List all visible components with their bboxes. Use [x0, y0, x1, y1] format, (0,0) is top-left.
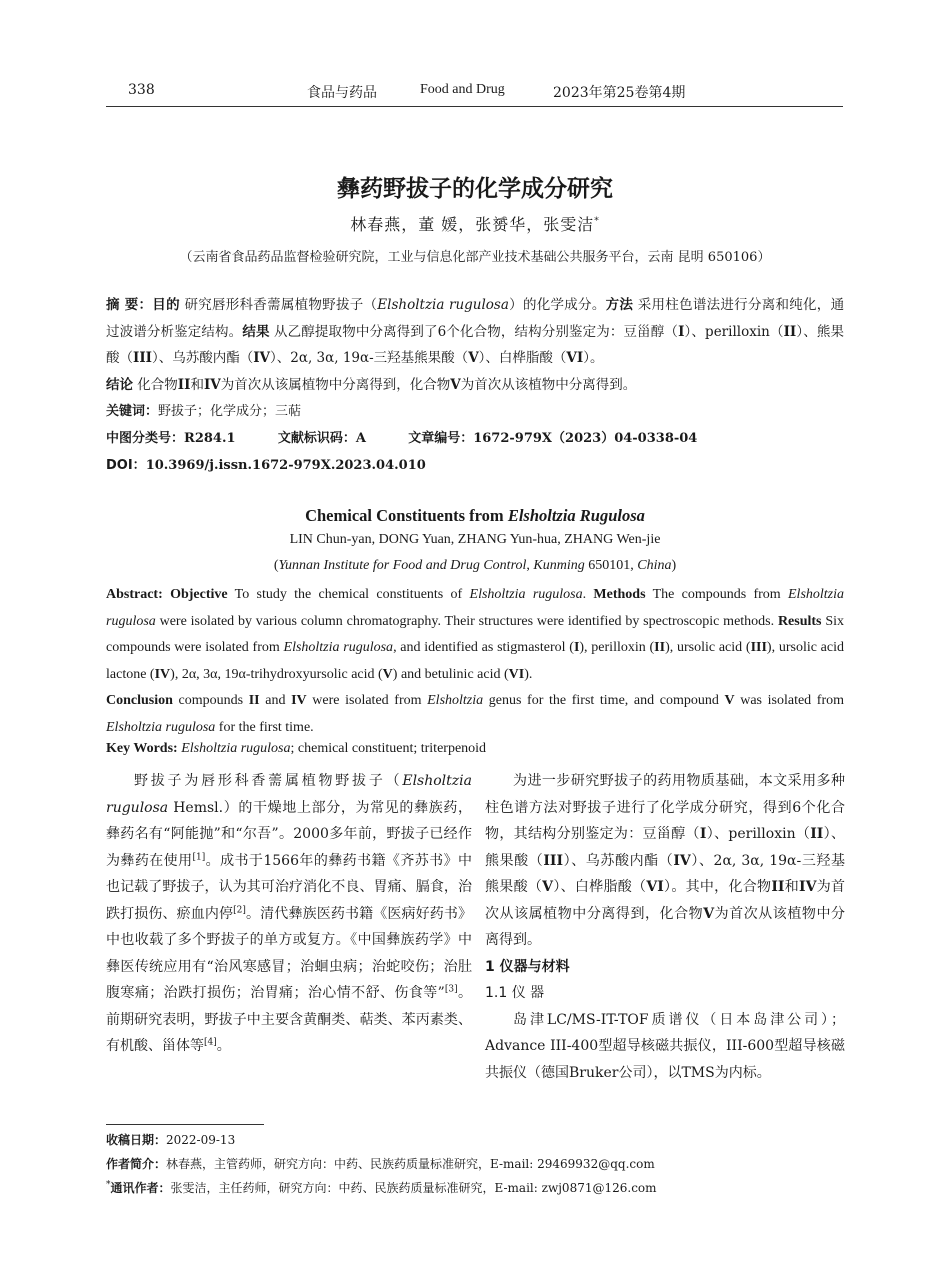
authors-cn — [0, 212, 950, 235]
conclusion-text-cn: 为首次从该植物中分离得到。 — [460, 376, 637, 393]
compound-number: VI — [566, 350, 584, 366]
article-number-label: 文章编号： — [408, 431, 474, 446]
results-label-en: Results — [777, 613, 822, 629]
doi-line — [106, 454, 426, 473]
footnote-label: 通讯作者： — [110, 1181, 171, 1195]
species-name: Elsholtzia rugulosa — [106, 773, 472, 816]
compound-number: V — [724, 693, 735, 708]
objective-label-en: Objective — [170, 587, 228, 602]
footnote-label: 收稿日期： — [106, 1133, 167, 1147]
conclusion-text-en: and — [259, 693, 292, 708]
keywords-en-label: Key Words: — [106, 741, 178, 756]
result-text-cn: 从乙醇提取物中分离得到了6个化合物，结构分别鉴定为：豆甾醇（ — [274, 323, 679, 340]
compound-number: IV — [203, 376, 221, 393]
compound-number: III — [750, 640, 767, 655]
conclusion-label-cn: 结论 — [106, 376, 133, 393]
paren: ( — [273, 558, 279, 573]
result-text-cn: ）、乌苏酸内酯（ — [151, 350, 254, 366]
institution: Yunnan Institute for Food and Drug Control — [278, 558, 527, 573]
compound-number: II — [810, 826, 824, 842]
compound-number: V — [450, 376, 461, 393]
authors-cn-names: 林春燕，董 媛，张赟华，张雯洁 — [350, 215, 595, 234]
compound-number: I — [678, 323, 685, 340]
body-text: ）、perilloxin（ — [706, 826, 811, 842]
body-text: ）、熊果酸（ — [485, 826, 845, 869]
journal-issue: 2023年第25卷第4期 — [553, 85, 686, 101]
affiliation-en — [0, 558, 950, 574]
footnote-received — [106, 1131, 235, 1148]
compound-number: VI — [646, 879, 664, 895]
compound-number: IV — [154, 666, 171, 682]
paper-title: 彝药野拔子的化学成分研究 — [337, 176, 613, 202]
doi-label: DOI： — [106, 458, 146, 473]
body-text: ）、白桦脂酸（ — [553, 879, 647, 895]
keywords-en-value: ; chemical constituent; triterpenoid — [290, 741, 487, 756]
results-text-en: ), 2α, 3α, 19α-trihydroxyursolic acid ( — [170, 666, 383, 682]
abstract-cn — [106, 292, 844, 398]
compound-number: III — [543, 852, 564, 869]
body-text: 。成书于1566年的彝药书籍《齐苏书》中也记载了野拔子，认为其可治疗消化不良、胃痛、膈食，治跌打损伤、瘀血内停 — [106, 852, 472, 922]
compound-number: II — [771, 879, 785, 895]
english-title-text: Chemical Constituents from — [305, 506, 508, 525]
compound-number: III — [133, 350, 152, 366]
conclusion-text-en: were isolated from — [306, 693, 428, 708]
species-name: Elsholtzia rugulosa — [106, 587, 845, 629]
body-text: 野拔子为唇形科香薷属植物野拔子（ — [134, 773, 403, 789]
keywords-en — [106, 741, 486, 757]
body-text: 。清代彝族医药书籍《医病好药书》中也收载了多个野拔子的单方或复方。《中国彝族药学》中彝医传统应用有“治风寒感冒；治蛔虫病；治蛇咬伤；治肚腹寒痛；治跌打损伤；治胃痛；治心情不舒、伤食等” — [106, 905, 473, 1001]
citation[interactable]: [1] — [192, 851, 206, 862]
doi-value: 10.3969/j.issn.1672-979X.2023.04.010 — [145, 458, 426, 473]
compound-number: I — [699, 826, 707, 842]
body-text: Hemsl.）的干燥地上部分，为常见的彝族药，彝药名有“阿能抛”和“尔吾”。2000多年前，野拔子已经作为彝药在使用 — [106, 799, 472, 869]
results-text-en: ). — [524, 666, 533, 682]
footnote-rule — [106, 1124, 264, 1125]
section-heading-1-1: 1.1 仪 器 — [485, 985, 545, 1001]
results-text-en: ), ursolic acid ( — [665, 640, 751, 655]
body-text: 为首次从该植物中分离得到。 — [485, 905, 845, 948]
compound-number: I — [573, 640, 580, 655]
clc-value: R284.1 — [184, 431, 236, 446]
conclusion-text-cn: 为首次从该属植物中分离得到，化合物 — [220, 376, 451, 393]
conclusion-label-en: Conclusion — [106, 693, 173, 708]
punct: . — [582, 587, 594, 602]
keywords-cn-label: 关键词： — [106, 404, 159, 419]
results-text-en: ), ursolic acid lactone ( — [106, 640, 845, 682]
conclusion-text-cn: 化合物 — [137, 376, 178, 393]
abstract-en-label: Abstract: — [106, 587, 163, 602]
page-number: 338 — [128, 82, 155, 98]
conclusion-text-en: genus for the first time, and compound — [483, 693, 725, 708]
keywords-cn — [106, 400, 301, 419]
results-text-en: ) and betulinic acid ( — [392, 666, 509, 682]
objective-text-cn: 研究唇形科香薷属植物野拔子（ — [184, 297, 378, 313]
conclusion-text-en: was isolated from — [734, 693, 845, 708]
intro-paragraph-2 — [485, 768, 845, 954]
footnote-author-bio — [106, 1155, 655, 1172]
journal-name-en: Food and Drug — [420, 82, 505, 97]
compound-number: V — [542, 879, 554, 895]
methods-text-en: The compounds from — [652, 587, 788, 602]
classification-line — [106, 427, 697, 446]
objective-label-cn: 目的 — [152, 297, 180, 313]
body-text: ）、乌苏酸内酯（ — [563, 852, 674, 869]
species-name: Elsholtzia rugulosa — [283, 640, 394, 655]
footnote-corresponding — [106, 1179, 657, 1196]
body-column-right — [485, 768, 845, 1086]
compound-number: IV — [253, 350, 270, 366]
keywords-cn-value: 野拔子；化学成分；三萜 — [158, 404, 302, 419]
body-text: 和 — [784, 879, 800, 895]
results-text-en: Six compounds were isolated from — [106, 613, 844, 655]
article-number-value: 1672-979X（2023）04-0338-04 — [473, 431, 698, 446]
english-title-species: Elsholtzia Rugulosa — [507, 506, 645, 525]
corresponding-mark: * — [594, 216, 600, 227]
author-bio: 林春燕，主管药师，研究方向：中药、民族药质量标准研究，E-mail: 29469932@qq.com — [166, 1157, 655, 1171]
body-text: 。前期研究表明，野拔子中主要含黄酮类、萜类、苯丙素类、有机酸、甾体等 — [106, 985, 473, 1054]
authors-en: LIN Chun-yan, DONG Yuan, ZHANG Yun-hua, ZHANG Wen-jie — [289, 532, 661, 547]
clc-label: 中图分类号： — [106, 431, 185, 446]
intro-paragraph — [106, 768, 472, 1060]
compound-number: VI — [508, 666, 525, 682]
objective-text-cn-end: ）的化学成分。 — [508, 297, 606, 313]
affiliation-cn: （云南省食品药品监督检验研究院，工业与信息化部产业技术基础公共服务平台，云南 昆明 650106） — [179, 250, 771, 265]
abstract-cn-label: 摘 要： — [106, 297, 153, 313]
journal-name-cn: 食品与药品 — [307, 85, 377, 101]
method-label-cn: 方法 — [605, 297, 634, 313]
compound-number: IV — [673, 852, 691, 869]
result-label-cn: 结果 — [242, 323, 270, 340]
body-text: 为首次从该属植物中分离得到，化合物 — [485, 879, 846, 922]
result-text-cn: ）、2α, 3α, 19α-三羟基熊果酸（ — [270, 350, 469, 366]
compound-number: V — [382, 666, 393, 682]
results-text-en: , and identified as stigmasterol ( — [393, 640, 574, 655]
result-text-cn: ）。 — [583, 350, 604, 366]
citation[interactable]: [4] — [204, 1037, 217, 1048]
citation[interactable]: [3] — [444, 984, 458, 995]
abstract-en — [106, 582, 844, 741]
compound-number: IV — [799, 879, 817, 895]
result-text-cn: ）、熊果酸（ — [106, 323, 845, 366]
methods-text-en: were isolated by various column chromatography. Their structures were identified by spectroscopic methods. — [159, 613, 778, 629]
country: China — [637, 558, 672, 573]
species-name: Elsholtzia rugulosa — [106, 719, 216, 735]
conclusion-text-en: compounds — [178, 693, 249, 708]
section-heading-1: 1 仪器与材料 — [485, 958, 570, 975]
methods-label-en: Methods — [593, 587, 646, 602]
body-text: ）。其中，化合物 — [663, 879, 772, 895]
footnote-label: 作者简介： — [106, 1157, 167, 1171]
corresponding-mark: * — [106, 1180, 111, 1190]
body-text: ）、2α, 3α, 19α-三羟基熊果酸（ — [485, 852, 846, 895]
compound-number: V — [468, 350, 479, 366]
genus-name: Elsholtzia — [427, 693, 484, 708]
compound-number: II — [783, 323, 797, 340]
objective-text-en: To study the chemical constituents of — [234, 587, 470, 602]
results-text-en: ), perilloxin ( — [579, 640, 655, 655]
doc-code-value: A — [355, 431, 366, 446]
citation[interactable]: [2] — [233, 904, 246, 915]
conclusion-text-en: for the first time. — [215, 719, 314, 735]
result-text-cn: ）、白桦脂酸（ — [478, 350, 567, 366]
instruments-paragraph: 岛津LC/MS-IT-TOF质谱仪（日本岛津公司）；Advance III-400型超导核磁共振仪，III-600型超导核磁共振仪（德国Bruker公司），以TMS为内标。 — [485, 1011, 845, 1081]
paren: ) — [671, 558, 677, 573]
result-text-cn: ）、perilloxin（ — [684, 323, 784, 340]
corresponding-author: 张雯洁，主任药师，研究方向：中药、民族药质量标准研究，E-mail: zwj0871@126.com — [170, 1181, 657, 1195]
separator: , — [526, 558, 534, 573]
compound-number: V — [703, 905, 715, 922]
compound-number: II — [177, 376, 191, 393]
city: Kunming — [533, 558, 585, 573]
body-text: 为进一步研究野拔子的药用物质基础，本文采用多种柱色谱方法对野拔子进行了化学成分研究，得到6个化合物，其结构分别鉴定为：豆甾醇（ — [485, 773, 845, 842]
english-title — [0, 506, 950, 526]
conclusion-text-cn: 和 — [190, 376, 204, 393]
species-name: Elsholtzia rugulosa — [181, 741, 291, 756]
body-column-left — [106, 768, 472, 1060]
compound-number: IV — [291, 693, 307, 708]
zip: 650101, — [584, 558, 638, 573]
species-name: Elsholtzia rugulosa — [377, 297, 509, 313]
received-date: 2022-09-13 — [166, 1133, 236, 1147]
header-rule — [106, 106, 843, 107]
body-text: 。 — [216, 1038, 231, 1054]
compound-number: II — [248, 693, 260, 708]
compound-number: II — [654, 640, 666, 655]
method-text-cn: 采用柱色谱法进行分离和纯化，通过波谱分析鉴定结构。 — [106, 297, 845, 340]
doc-code-label: 文献标识码： — [277, 431, 356, 446]
species-name: Elsholtzia rugulosa — [469, 587, 583, 602]
